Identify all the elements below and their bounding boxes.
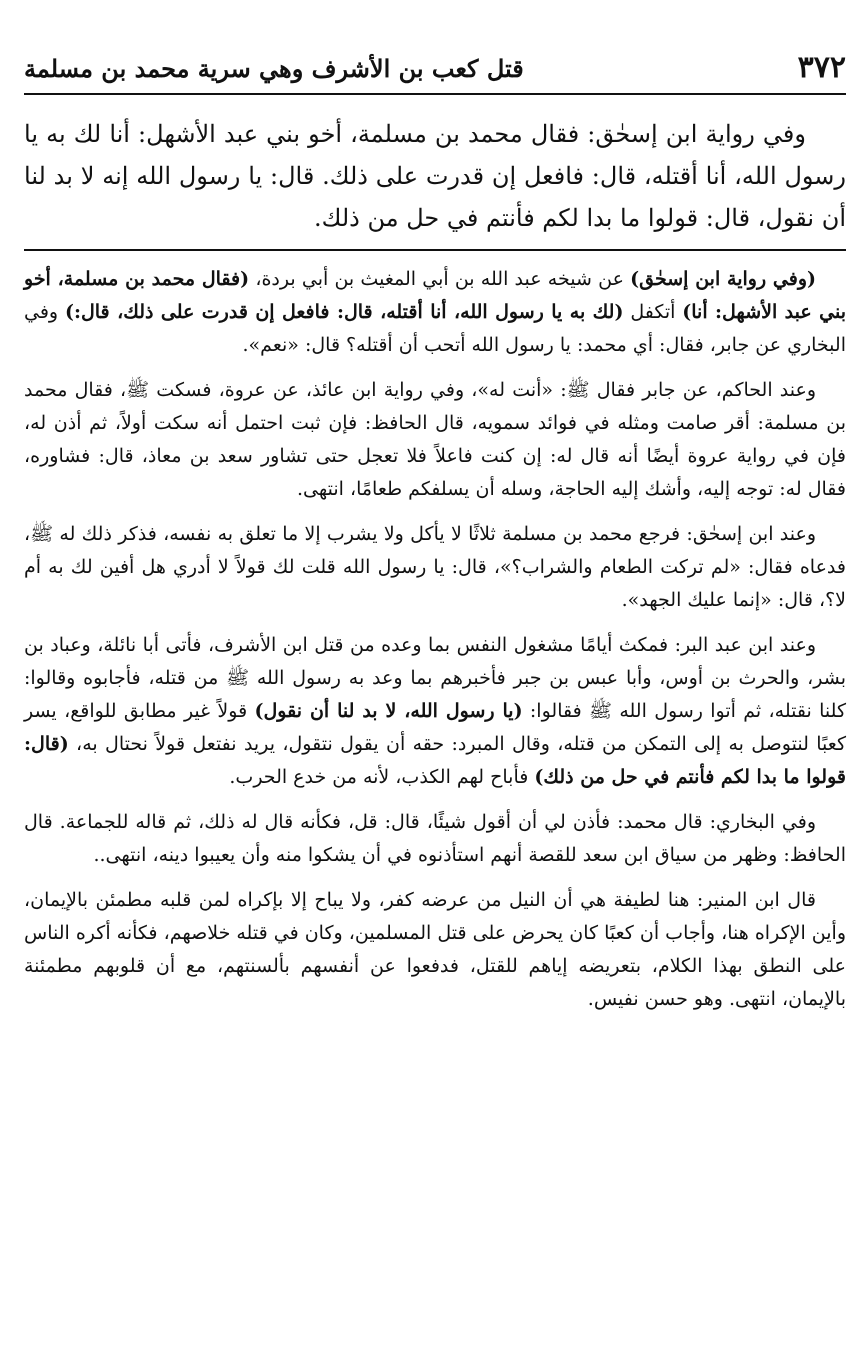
commentary-paragraph-6: قال ابن المنير: هنا لطيفة هي أن النيل من عرضه كفر، ولا يباح إلا بإكراه لمن قلبه مطمئن بالإيمان، وأين الإكراه هنا، وأجاب أن كعبًا كان يحرض على قتل المسلمين، وكان في قتله خلاصهم، فكأنه أكره الناس على النطق بهذا الكلام، بتعريضه إياهم للقتل، فدفعوا عن أنفسهم بألسنتهم، مع أن قلوبهم مطمئنة بالإيمان، انتهى. وهو حسن نفيس.	[24, 889, 846, 1010]
commentary-paragraph-3: وعند ابن إسحٰق: فرجع محمد بن مسلمة ثلاثًا لا يأكل ولا يشرب إلا ما تعلق به نفسه، فذكر ذلك له ﷺ، فدعاه فقال: «لم تركت الطعام والشراب؟»، قال: يا رسول الله قلت لك قولاً لا أدري هل أفين لك به أم لا؟، قال: «إنما عليك الجهد».	[24, 523, 846, 611]
commentary-text: وفي البخاري عن جابر، فقال: أي محمد: يا رسول الله أتحب أن أقتله؟ قال: «نعم».	[24, 301, 846, 356]
page-number: ٣٧٢	[797, 50, 846, 85]
commentary-text: وعند ابن عبد البر: فمكث أيامًا مشغول النفس بما وعده من قتل ابن الأشرف، فأتى أبا نائلة، وعباد بن بشر، والحرث بن أوس، وأبا عبس بن جبر فأخبرهم بما وعد به رسول الله ﷺ من قتله، فأجابوه وقالوا: كلنا نقتله، ثم أتوا رسول الله ﷺ فقالوا:	[24, 634, 846, 722]
commentary-text: أتكفل	[623, 301, 683, 323]
quoted-text: (لك به يا رسول الله، أنا أقتله، قال: فافعل إن قدرت على ذلك، قال:)	[64, 301, 624, 323]
commentary	[24, 263, 846, 1016]
commentary-text: عن شيخه عبد الله بن أبي المغيث بن أبي بردة،	[249, 268, 631, 290]
text-divider	[24, 249, 846, 251]
commentary-text: فأباح لهم الكذب، لأنه من خدع الحرب.	[229, 766, 535, 788]
quoted-text: (وفي رواية ابن إسحٰق)	[630, 268, 816, 290]
quoted-text: (يا رسول الله، لا بد لنا أن نقول)	[254, 700, 523, 722]
running-title: قتل كعب بن الأشرف وهي سرية محمد بن مسلمة	[24, 54, 524, 83]
main-text	[24, 113, 846, 239]
commentary-paragraph-1	[24, 263, 846, 362]
commentary-paragraph-4	[24, 629, 846, 794]
commentary-paragraph-5: وفي البخاري: قال محمد: فأذن لي أن أقول شيئًا، قال: قل، فكأنه قال له ذلك، ثم قاله للجماعة. قال الحافظ: وظهر من سياق ابن سعد للقصة أنهم استأذنوه في أن يشكوا منه وأن يعيبوا دينه، انتهى..	[24, 811, 846, 866]
main-paragraph: وفي رواية ابن إسحٰق: فقال محمد بن مسلمة، أخو بني عبد الأشهل: أنا لك به يا رسول الله، أنا أقتله، قال: فافعل إن قدرت على ذلك. قال: يا رسول الله إنه لا بد لنا أن نقول، قال: قولوا ما بدا لكم فأنتم في حل من ذلك.	[24, 120, 846, 232]
commentary-paragraph-2: وعند الحاكم، عن جابر فقال ﷺ: «أنت له»، وفي رواية ابن عائذ، عن عروة، فسكت ﷺ، فقال محمد بن مسلمة: أقر صامت ومثله في فوائد سمويه، قال الحافظ: فإن ثبت احتمل أنه سكت أولاً، ثم أذن له، فإن في رواية عروة أيضًا أنه قال له: إن كنت فاعلاً فلا تعجل حتى تشاور سعد بن معاذ، قال: فشاوره، فقال له: توجه إليه، وأشك إليه الحاجة، وسله أن يسلفكم طعامًا، انتهى.	[24, 379, 846, 500]
page-header	[24, 50, 846, 95]
quoted-text: (قال: قولوا ما بدا لكم فأنتم في حل من ذلك)	[24, 733, 846, 788]
commentary-text: قولاً غير مطابق للواقع، يسر كعبًا لنتوصل به إلى التمكن من قتله، وقال المبرد: حقه أن يقول نتقول، يريد نفتعل قولاً نحتال به،	[24, 700, 846, 755]
quoted-text: (فقال محمد بن مسلمة، أخو بني عبد الأشهل: أنا)	[24, 268, 846, 323]
